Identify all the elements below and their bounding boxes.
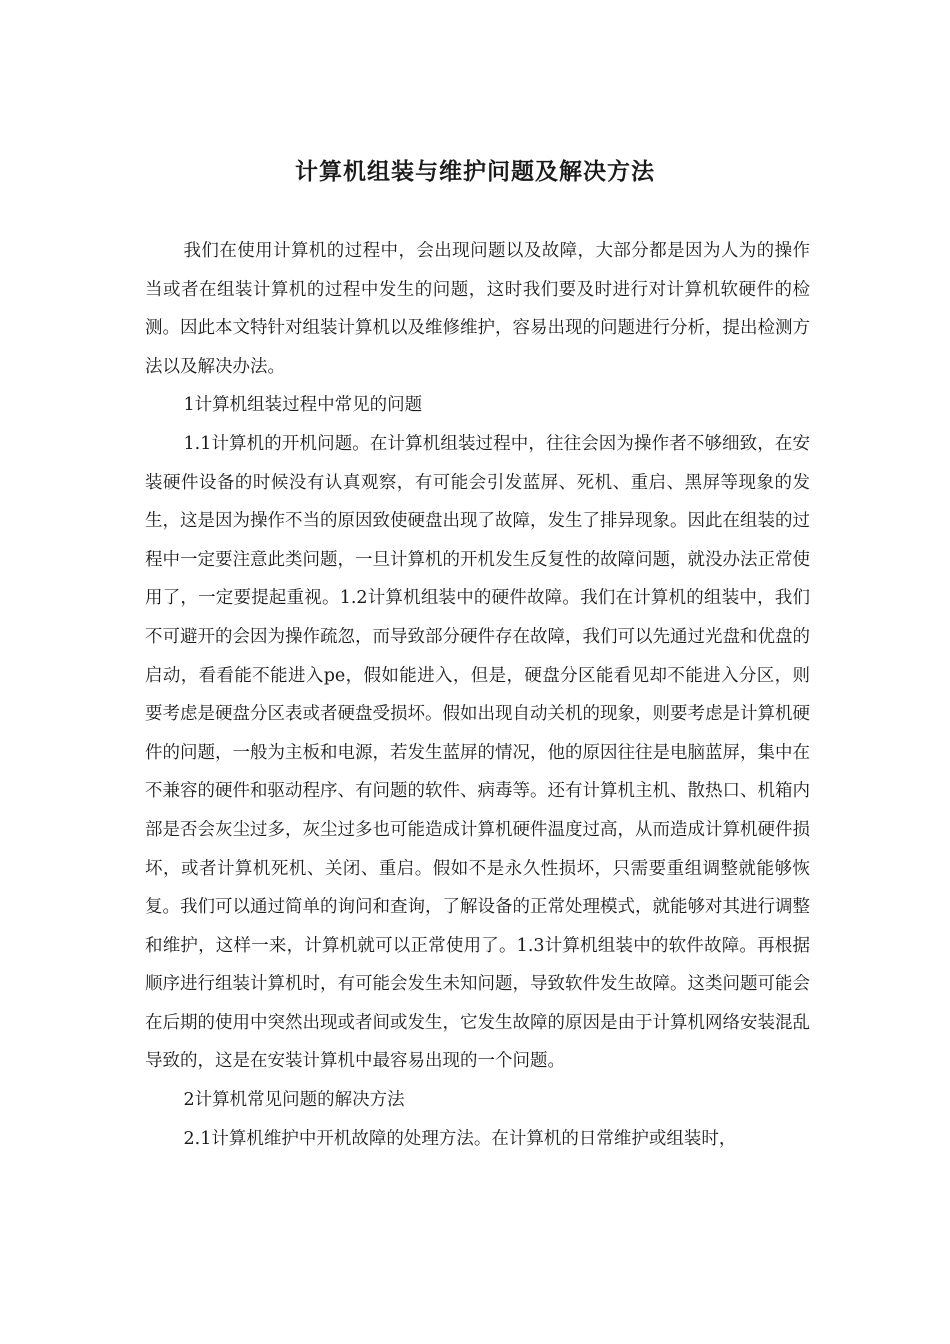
intro-paragraph: 我们在使用计算机的过程中，会出现问题以及故障，大部分都是因为人为的操作当或者在组装计算机的过程中发生的问题，这时我们要及时进行对计算机软硬件的检测。因此本文特针对组装计算机以及维修维护，容易出现的问题进行分析，提出检测方法以及解决办法。 bbox=[145, 241, 810, 377]
section-heading-1: 1计算机组装过程中常见的问题 bbox=[183, 395, 423, 416]
section-heading-2: 2计算机常见问题的解决方法 bbox=[183, 1090, 405, 1111]
section-2-paragraph: 2.1计算机维护中开机故障的处理方法。在计算机的日常维护或组装时， bbox=[183, 1128, 737, 1149]
section-1-paragraph: 1.1计算机的开机问题。在计算机组装过程中，往往会因为操作者不够细致，在安装硬件设备的时候没有认真观察，有可能会引发蓝屏、死机、重启、黑屏等现象的发生，这是因为操作不当的原因致使硬盘出现了故障，发生了排异现象。因此在组装的过程中一定要注意此类问题，一旦计算机的开机发生反复性的故障问题，就没办法正常使用了，一定要提起重视。1.2计算机组装中的硬件故障。我们在计算机的组装中，我们不可避开的会因为操作疏忽，而导致部分硬件存在故障，我们可以先通过光盘和优盘的启动，看看能不能进入pe，假如能进入，但是，硬盘分区能看见却不能进入分区，则要考虑是硬盘分区表或者硬盘受损坏。假如出现自动关机的现象，则要考虑是计算机硬件的问题，一般为主板和电源，若发生蓝屏的情况，他的原因往往是电脑蓝屏，集中在不兼容的硬件和驱动程序、有问题的软件、病毒等。还有计算机主机、散热口、机箱内部是否会灰尘过多，灰尘过多也可能造成计算机硬件温度过高，从而造成计算机硬件损坏，或者计算机死机、关闭、重启。假如不是永久性损坏，只需要重组调整就能够恢复。我们可以通过简单的询问和查询，了解设备的正常处理模式，就能够对其进行调整和维护，这样一来，计算机就可以正常使用了。1.3计算机组装中的软件故障。再根据顺序进行组装计算机时，有可能会发生未知问题，导致软件发生故障。这类问题可能会在后期的使用中突然出现或者间或发生，它发生故障的原因是由于计算机网络安装混乱导致的，这是在安装计算机中最容易出现的一个问题。 bbox=[145, 433, 810, 1072]
document-body bbox=[145, 232, 810, 1158]
document-title: 计算机组装与维护问题及解决方法 bbox=[295, 158, 655, 185]
